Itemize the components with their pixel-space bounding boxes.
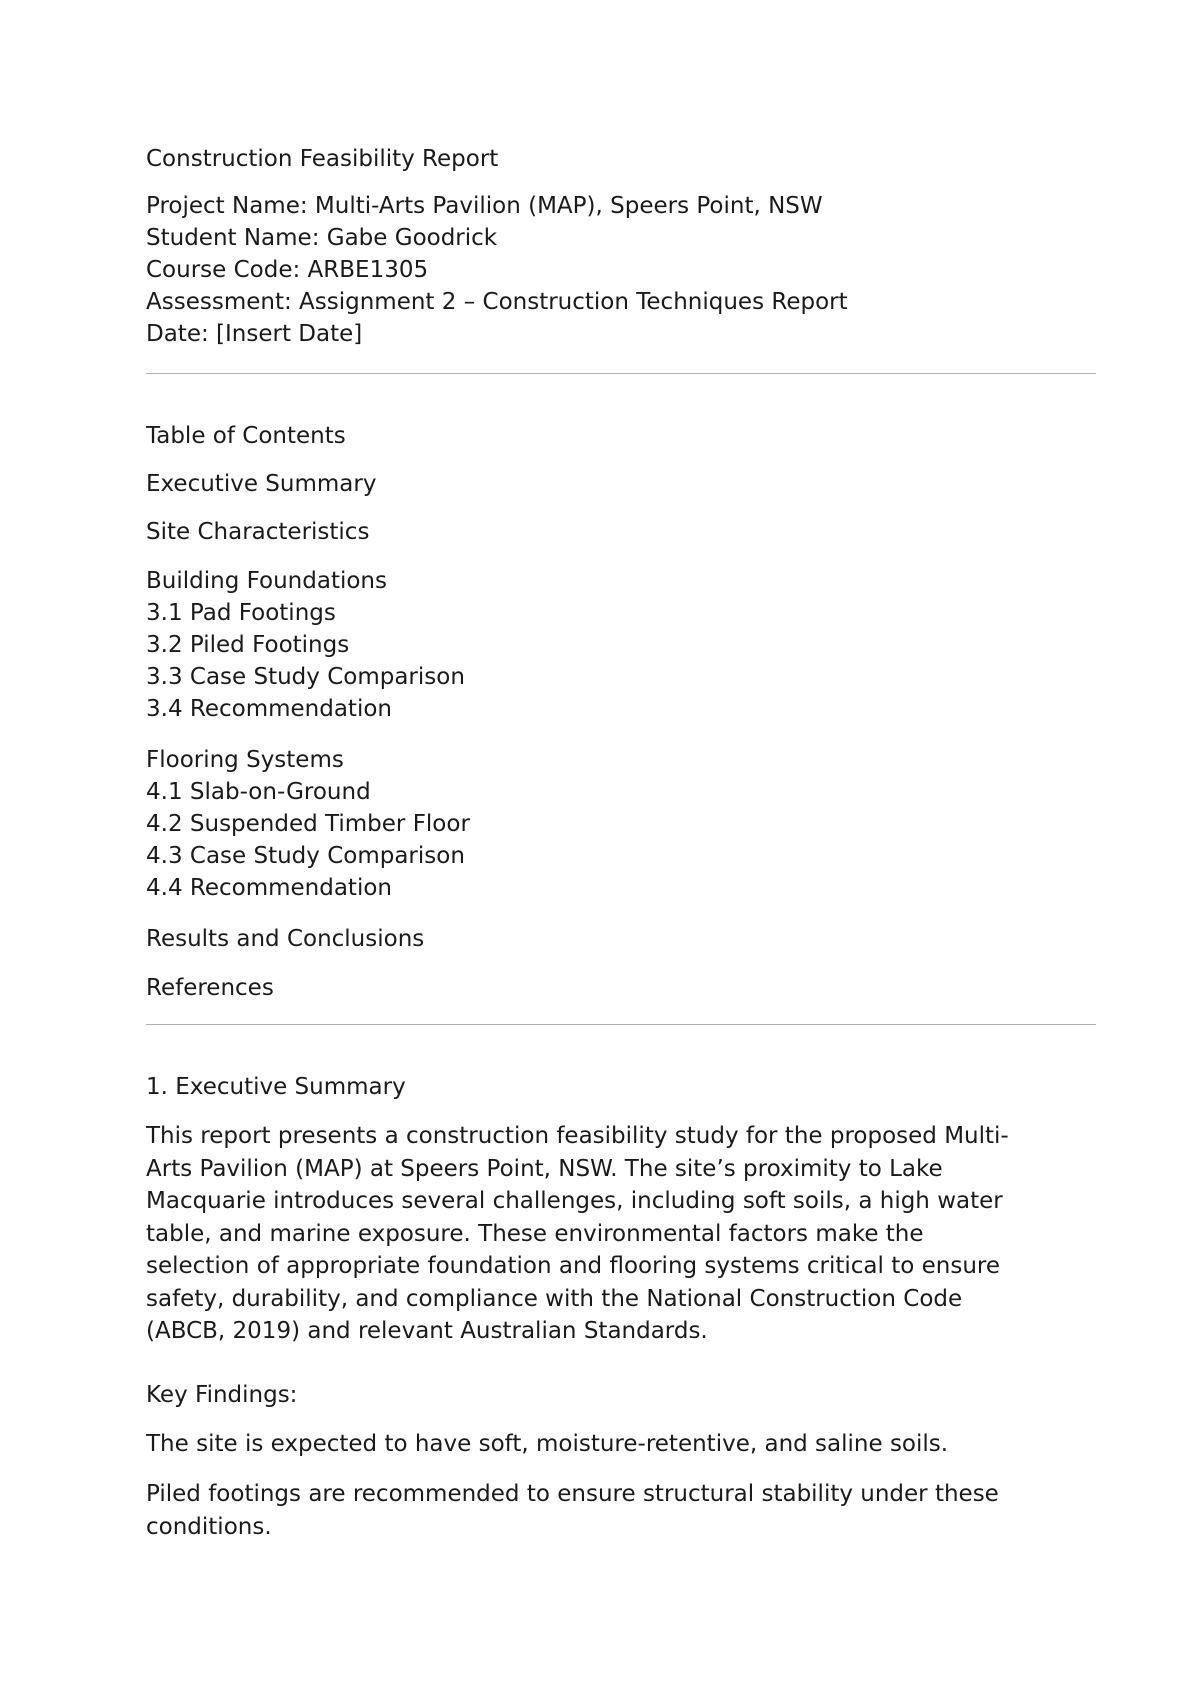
- meta-student-name: Student Name: Gabe Goodrick: [146, 225, 498, 251]
- meta-assessment: Assessment: Assignment 2 – Construction Techniques Report: [146, 289, 848, 315]
- finding-1-block: [146, 1428, 948, 1460]
- toc-heading: Table of Contents: [146, 423, 346, 449]
- toc-item-references: References: [146, 975, 274, 1001]
- executive-summary-paragraph: [146, 1120, 1076, 1348]
- meta-date: Date: [Insert Date]: [146, 321, 363, 347]
- toc-item-building-foundations: Building Foundations: [146, 568, 387, 594]
- toc-subitem: 4.4 Recommendation: [146, 875, 392, 901]
- key-findings-label: Key Findings:: [146, 1382, 298, 1408]
- toc-item-site-characteristics-block: [146, 516, 369, 548]
- meta-course-code: Course Code: ARBE1305: [146, 257, 429, 283]
- paragraph-line: Macquarie introduces several challenges, including soft soils, a high water: [146, 1188, 1003, 1214]
- divider-2: [146, 1024, 1096, 1025]
- toc-item-site-characteristics: Site Characteristics: [146, 519, 370, 545]
- finding-item: The site is expected to have soft, moisture-retentive, and saline soils.: [146, 1431, 949, 1457]
- paragraph-line: safety, durability, and compliance with the National Construction Code: [146, 1285, 963, 1312]
- toc-subitem: 4.1 Slab-on-Ground: [146, 779, 371, 805]
- toc-subitem: 3.1 Pad Footings: [146, 600, 336, 626]
- finding-item: Piled footings are recommended to ensure structural stability under these: [146, 1481, 999, 1507]
- toc-item-references-block: [146, 972, 274, 1004]
- document-title-block: [146, 143, 498, 175]
- document-title: Construction Feasibility Report: [146, 146, 499, 172]
- toc-subitem: 3.2 Piled Footings: [146, 632, 350, 658]
- meta-project-name: Project Name: Multi-Arts Pavilion (MAP), Speers Point, NSW: [146, 193, 823, 219]
- paragraph-line: This report presents a construction feasibility study for the proposed Multi-: [146, 1123, 1009, 1149]
- finding-item-continued: conditions.: [146, 1513, 272, 1540]
- finding-2-block: [146, 1478, 1076, 1543]
- key-findings-label-block: [146, 1379, 297, 1411]
- toc-subitem: 3.4 Recommendation: [146, 696, 392, 722]
- toc-item-executive-summary-block: [146, 468, 376, 500]
- paragraph-line: (ABCB, 2019) and relevant Australian Standards.: [146, 1318, 708, 1344]
- toc-subitem: 4.3 Case Study Comparison: [146, 843, 465, 869]
- toc-foundations-group: [146, 565, 465, 725]
- paragraph-line: selection of appropriate foundation and flooring systems critical to ensure: [146, 1253, 1001, 1279]
- paragraph-line: Arts Pavilion (MAP) at Speers Point, NSW. The site’s proximity to Lake: [146, 1155, 943, 1182]
- toc: [146, 420, 346, 452]
- document-meta: [146, 190, 848, 350]
- paragraph-line: table, and marine exposure. These environmental factors make the: [146, 1220, 924, 1247]
- toc-flooring-group: [146, 744, 470, 904]
- toc-subitem: 4.2 Suspended Timber Floor: [146, 811, 470, 837]
- toc-item-results-block: [146, 923, 424, 955]
- section-executive-summary: [146, 1071, 406, 1103]
- toc-item-executive-summary: Executive Summary: [146, 471, 377, 497]
- toc-item-flooring-systems: Flooring Systems: [146, 747, 344, 773]
- toc-item-results: Results and Conclusions: [146, 926, 425, 952]
- toc-subitem: 3.3 Case Study Comparison: [146, 664, 465, 690]
- divider-1: [146, 373, 1096, 374]
- section-heading: 1. Executive Summary: [146, 1074, 406, 1100]
